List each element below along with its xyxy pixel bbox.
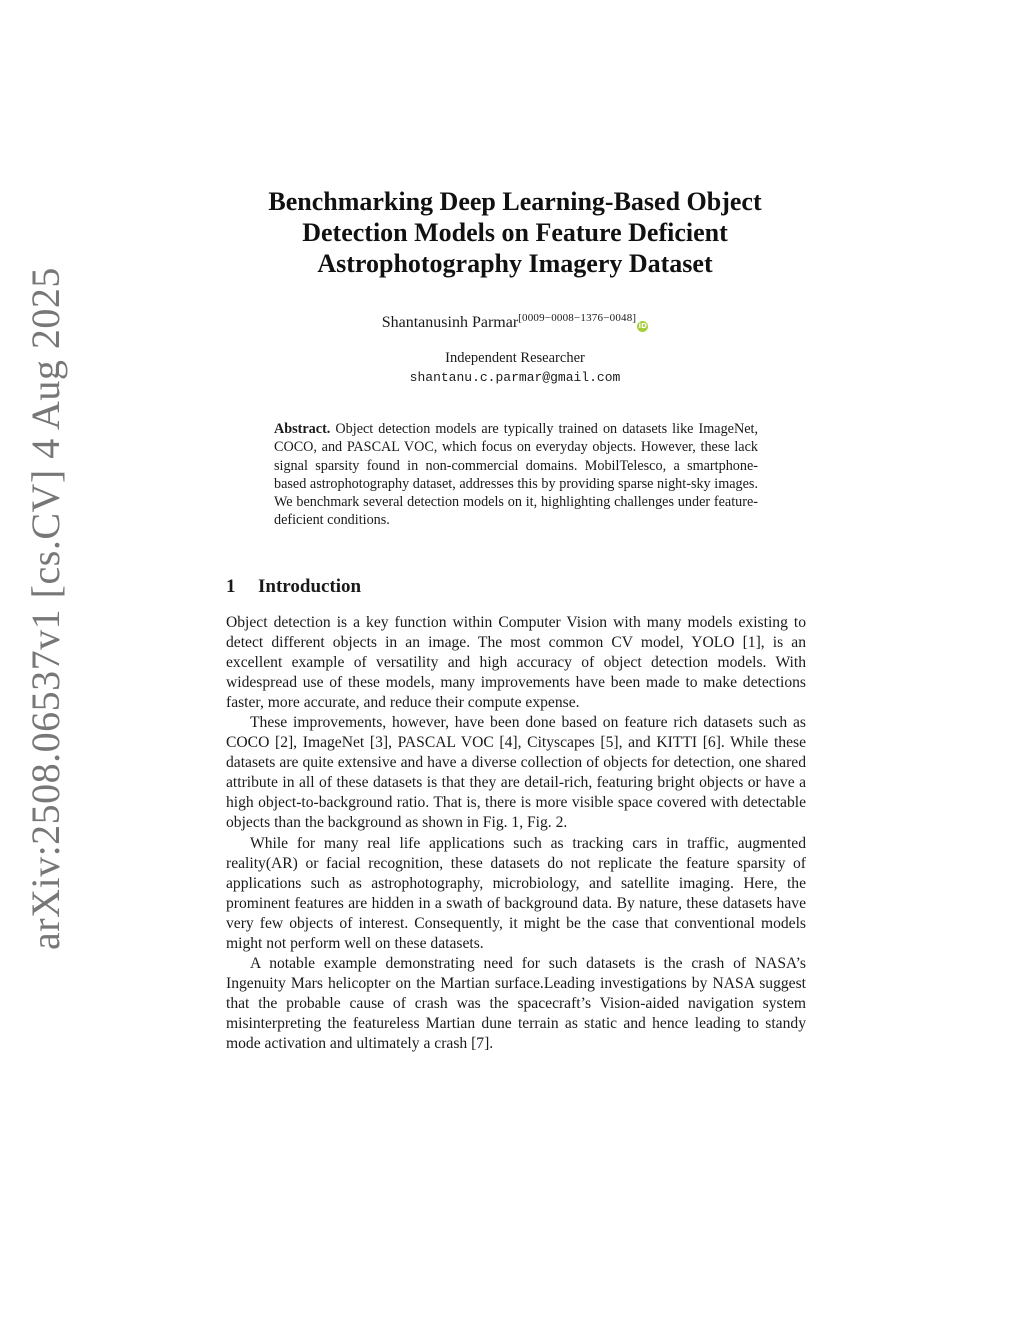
orcid-icon[interactable]: iD [638,322,647,330]
section-number: 1 [226,576,236,597]
author-name: Shantanusinh Parmar [381,314,519,331]
title-line-1: Benchmarking Deep Learning-Based Object [268,187,762,216]
section-title: Introduction [258,576,362,597]
affiliation [200,349,830,387]
title-line-3: Astrophotography Imagery Dataset [317,249,713,278]
abstract [274,420,758,530]
paper-title [200,186,830,279]
section-heading-introduction [226,576,361,598]
author-orcid-id: [0009−0008−1376−0048] [518,312,637,324]
arxiv-stamp: arXiv:2508.06537v1 [cs.CV] 4 Aug 2025 [23,267,68,950]
paragraph: While for many real life applications such as tracking cars in traffic, augmented reality(AR) or facial recognition, these datasets do not replicate the feature sparsity of applications such as astrophotography, microbiology, and satellite imaging. Here, the prominent features are hidden in a swath of background data. By nature, these datasets have very few objects of interest. Consequently, it might be the case that conventional models might not perform well on these datasets. [226,834,806,952]
paragraph: Object detection is a key function within Computer Vision with many models existing to detect different objects in an image. The most common CV model, YOLO [1], is an excellent example of versatility and high accuracy of object detection models. With widespread use of these models, many improvements have been made to make detections faster, more accurate, and reduce their compute expense. [226,614,806,712]
introduction-body [226,613,806,1054]
author-email[interactable]: shantanu.c.parmar@gmail.com [409,370,621,385]
abstract-text: Object detection models are typically trained on datasets like ImageNet, COCO, and PASCAL VOC, which focus on everyday objects. However, these lack signal sparsity found in non-commercial domains. MobilTelesco, a smartphone-based astrophotography dataset, addresses this by providing sparse night-sky images. We benchmark several detection models on it, highlighting challenges under feature-deficient conditions. [274,421,758,529]
institution: Independent Researcher [445,350,585,366]
paragraph: A notable example demonstrating need for such datasets is the crash of NASA’s Ingenuity Mars helicopter on the Martian surface.Leading investigations by NASA suggest that the probable cause of crash was the spacecraft’s Vision-aided navigation system misinterpreting the featureless Martian dune terrain as static and hence leading to standy mode activation and ultimately a crash [7]. [226,954,806,1052]
abstract-label: Abstract. [274,421,331,437]
author-line [200,312,830,332]
title-line-2: Detection Models on Feature Deficient [302,218,728,247]
paragraph: These improvements, however, have been done based on feature rich datasets such as COCO [2], ImageNet [3], PASCAL VOC [4], Cityscapes [5], and KITTI [6]. While these datasets are quite extensive and have a diverse collection of objects for detection, one shared attribute in all of these datasets is that they are detail-rich, featuring bright objects or have a high object-to-background ratio. That is, there is more visible space covered with detectable objects than the background as shown in Fig. 1, Fig. 2. [226,714,806,832]
